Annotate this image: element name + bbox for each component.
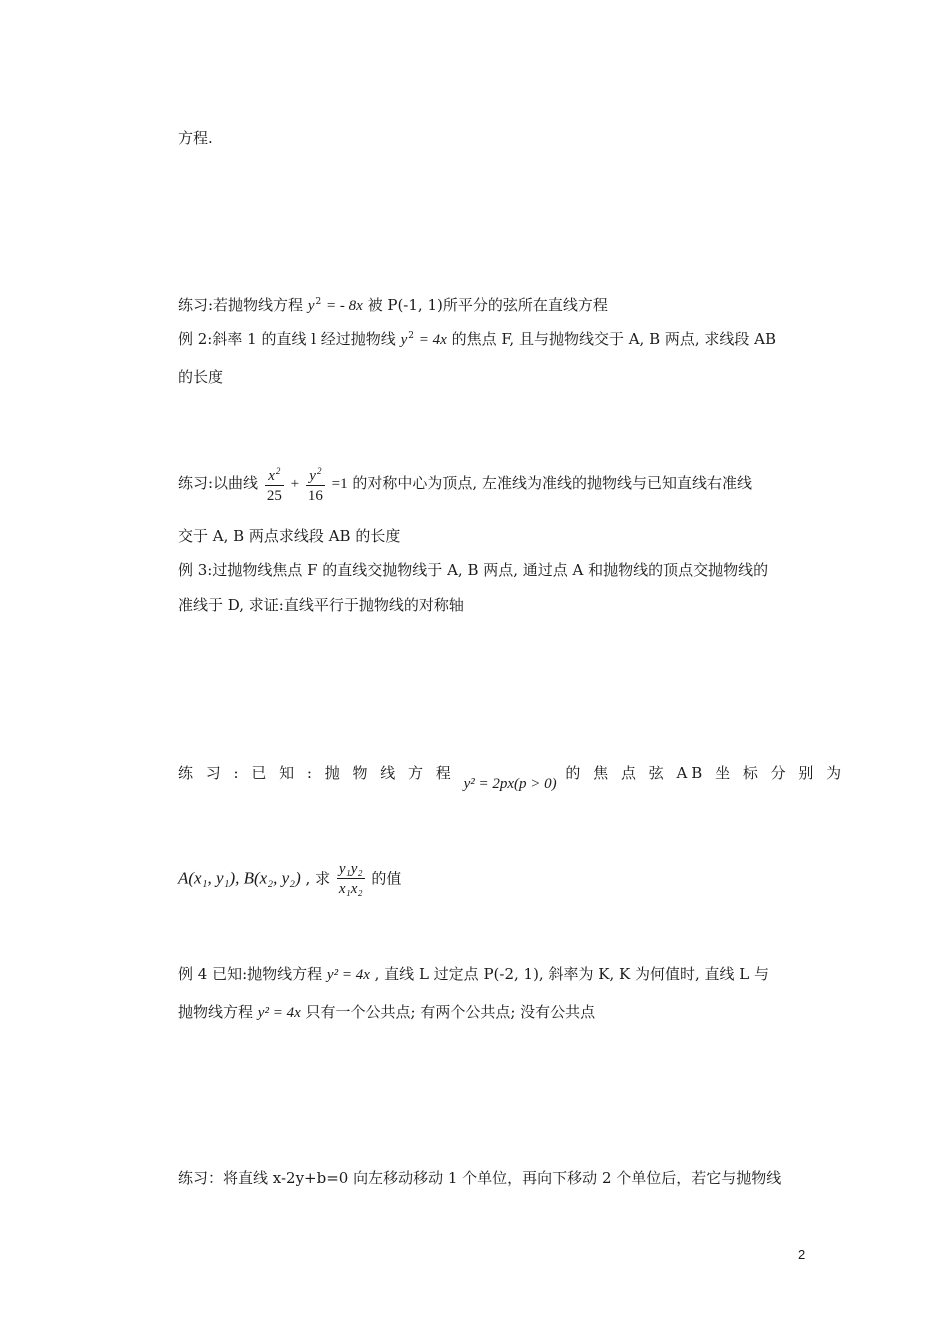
text-line	[178, 963, 769, 986]
math-expression: =1	[331, 476, 348, 492]
text-segment: 练习:若抛物线方程	[178, 296, 304, 314]
page-number: 2	[798, 1247, 806, 1262]
text-line: 准线于 D, 求证:直线平行于抛物线的对称轴	[178, 596, 464, 614]
math-expression: = - 8x	[326, 298, 363, 314]
text-segment: 例 2:斜率 1 的直线 l 经过抛物线	[178, 330, 396, 348]
fraction: $\frac{x^2}{25}$	[265, 462, 284, 506]
plus-sign: +	[290, 476, 300, 492]
text-line: 练习：将直线 x-2y+b=0 向左移动移动 1 个单位，再向下移动 2 个单位后，若它与抛物线	[178, 1169, 782, 1187]
text-segment: 练习:以曲线	[178, 474, 259, 492]
text-segment: 被 P(-1, 1)所平分的弦所在直线方程	[367, 296, 608, 314]
text-segment: , 求	[305, 869, 331, 888]
text-segment: 只有一个公共点; 有两个公共点; 没有公共点	[305, 1003, 596, 1021]
text-line	[178, 462, 752, 506]
fraction: $\frac{y^2}{16}$	[306, 462, 325, 506]
text-line: 交于 A, B 两点求线段 AB 的长度	[178, 527, 401, 545]
math-expression: = 4x	[418, 332, 447, 348]
fraction: $\frac{\text{y₁y₂}}{\text{x₁x₂}}$	[338, 861, 363, 897]
text-line: 练习:若抛物线方程 $y^2$ = - 8x 被 P(-1, 1)所平分的弦所在直线方程	[178, 296, 608, 314]
text-segment: , 直线 L 过定点 P(-2, 1), 斜率为 K, K 为何值时, 直线 L 与	[374, 965, 769, 983]
text-segment: 例 4 已知:抛物线方程	[178, 965, 323, 983]
text-line: 方程.	[178, 129, 213, 147]
text-segment: 的焦点 F, 且与抛物线交于 A, B 两点, 求线段 AB	[451, 330, 777, 348]
text-line	[178, 1001, 595, 1024]
math-variable: y	[307, 298, 315, 314]
text-line	[178, 860, 401, 899]
text-segment: 的值	[371, 869, 402, 888]
math-expression: y² = 4x	[326, 967, 370, 983]
math-expression: y² = 2px(p > 0)	[463, 776, 557, 792]
text-segment: 的对称中心为顶点, 左准线为准线的抛物线与已知直线右准线	[352, 474, 752, 492]
math-expression: A(x₁, y₁), B(x₂, y₂)	[178, 868, 301, 888]
text-line	[178, 762, 846, 792]
math-variable: y	[400, 332, 408, 348]
math-expression: y² = 4x	[257, 1005, 301, 1021]
text-segment: 练 习 : 已 知 : 抛 物 线 方 程	[178, 764, 455, 782]
text-line: 例 2:斜率 1 的直线 l 经过抛物线 $y^2 = 4x$ 的焦点 F, 且与抛物线交于 A, B 两点, 求线段 AB	[178, 330, 777, 348]
text-segment: 抛物线方程	[178, 1003, 254, 1021]
text-segment: 的 焦 点 弦 AB 坐 标 分 别 为	[565, 764, 846, 782]
text-line: 的长度	[178, 368, 224, 386]
text-line: 例 3:过抛物线焦点 F 的直线交抛物线于 A, B 两点, 通过点 A 和抛物线的顶点交抛物线的	[178, 561, 769, 579]
